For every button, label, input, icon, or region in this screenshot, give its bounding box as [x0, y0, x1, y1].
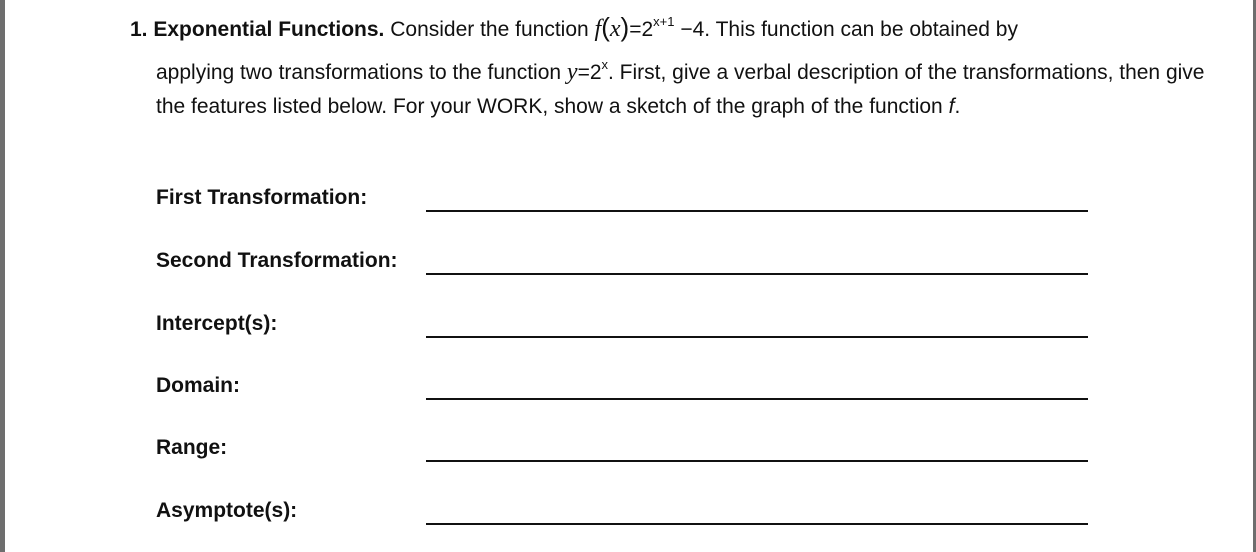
- field-label-first-transformation: First Transformation:: [156, 186, 368, 209]
- answer-line-range[interactable]: [426, 460, 1088, 462]
- answer-line-intercepts[interactable]: [426, 336, 1088, 338]
- problem-body-start: applying two transformations to the function: [156, 61, 562, 84]
- first-transformation-field: [156, 181, 1096, 215]
- answer-line-domain[interactable]: [426, 398, 1088, 400]
- field-label-second-transformation: Second Transformation:: [156, 249, 398, 272]
- final-period: .: [954, 95, 961, 118]
- intercepts-field: [156, 307, 1096, 341]
- problem-intro-end: This function can be obtained by: [715, 18, 1018, 41]
- base-function-base: =2: [577, 61, 602, 84]
- problem-body: [156, 55, 1220, 124]
- problem-statement: [130, 10, 1220, 124]
- field-label-asymptotes: Asymptote(s):: [156, 499, 298, 522]
- left-page-border: [0, 0, 5, 552]
- function-formula: $f(x)=2^{x+1} -4$.: [594, 12, 711, 42]
- function-constant: −4.: [680, 18, 711, 41]
- problem-number: 1.: [130, 18, 148, 41]
- asymptotes-field: [156, 494, 1096, 528]
- answer-line-asymptotes[interactable]: [426, 523, 1088, 525]
- second-transformation-field: [156, 244, 1096, 278]
- base-function-exponent: x: [601, 57, 609, 72]
- field-label-intercepts: Intercept(s):: [156, 312, 278, 335]
- function-variable: x: [609, 16, 621, 42]
- field-label-domain: Domain:: [156, 374, 240, 397]
- base-function-formula: [566, 57, 609, 85]
- field-label-range: Range:: [156, 436, 228, 459]
- answer-line-second-transformation[interactable]: [426, 273, 1088, 275]
- problem-body-text: . First, give a verbal description of the transformations, then give the features listed below. For your WORK, show a sketch of the graph of the function: [156, 61, 1205, 118]
- function-base: =2: [629, 18, 654, 41]
- base-function-var: y: [566, 59, 578, 85]
- function-f-reference: f: [948, 95, 955, 118]
- problem-first-line: [130, 10, 1220, 47]
- answer-line-first-transformation[interactable]: [426, 210, 1088, 212]
- function-name: f: [594, 16, 602, 42]
- problem-title: Exponential Functions.: [153, 18, 385, 41]
- function-exponent: x+1: [653, 14, 675, 29]
- problem-intro: Consider the function: [390, 18, 589, 41]
- domain-field: [156, 369, 1096, 403]
- range-field: [156, 431, 1096, 465]
